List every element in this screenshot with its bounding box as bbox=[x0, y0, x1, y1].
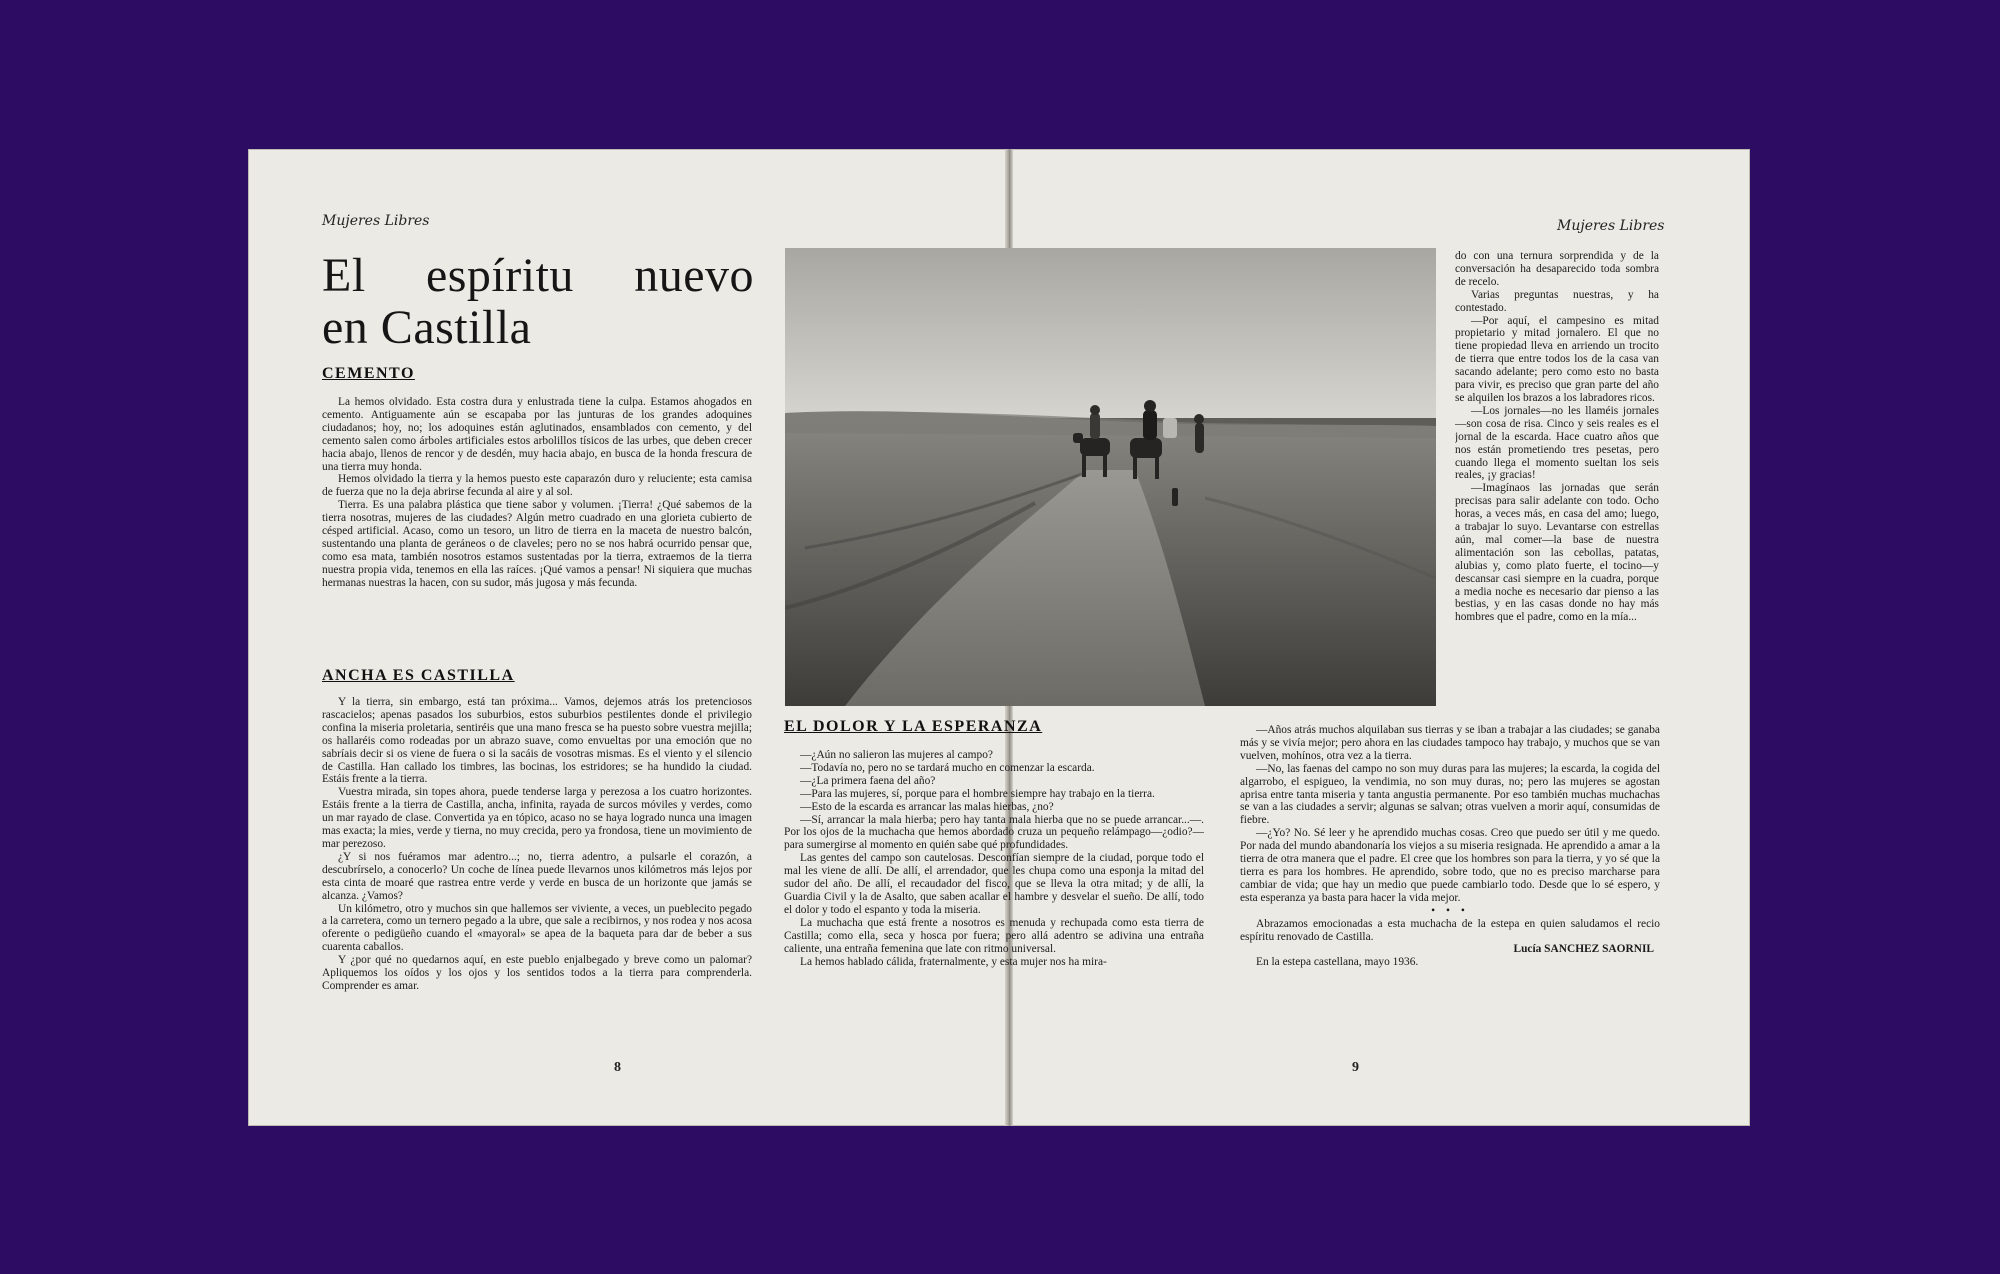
paragraph: Vuestra mirada, sin topes ahora, puede tenderse larga y perezosa a los cuatro horizontes. Estáis frente a la tierra de Castilla, ancha, infinita, rayada de surcos móviles y verdes, como un mar rayado de clase. Convertida ya en tópico, acaso no se haya logrado nunca una imagen mas exacta; la mies, verde y tierna, no muy crecida, pero ya frondosa, tiene un movimiento de mar perezoso. bbox=[322, 786, 752, 850]
paragraph: Abrazamos emocionadas a esta muchacha de la estepa en quien saludamos el recio espíritu renovado de Castilla. bbox=[1240, 917, 1660, 943]
photo-castilla-landscape bbox=[785, 248, 1436, 706]
paragraph: Y ¿por qué no quedarnos aquí, en este pueblo enjalbegado y breve como un palomar? Apliquemos los oídos y los ojos y los sentidos todos a la tierra para comprenderla. Comprender es amar. bbox=[322, 954, 752, 992]
sack-load bbox=[1163, 418, 1177, 438]
page-number-left: 8 bbox=[614, 1060, 621, 1075]
donkey-leg bbox=[1082, 455, 1086, 477]
article-title bbox=[322, 250, 754, 354]
rider bbox=[1090, 413, 1100, 439]
column-el-dolor bbox=[784, 749, 1204, 1049]
paragraph: ¿Y si nos fuéramos mar adentro...; no, tierra adentro, a pulsarle el corazón, a descubrírselo, a conocerlo? Un coche de línea puede llevarnos unos kilómetros más lejos por esta cinta de moaré que rastrea entre verde y verde en busca de un horizonte que jamás se alcanza. ¿Vamos? bbox=[322, 850, 752, 902]
paragraph: —Todavía no, pero no se tardará mucho en comenzar la escarda. bbox=[800, 761, 1095, 774]
paragraph: Las gentes del campo son cautelosas. Desconfían siempre de la ciudad, porque todo el mal les viene de allí. De allí, el arrendador, que les chupa como una esponja la mitad del sudor del año. De allí, el recaudador del fisco, que se lleva la otra mitad; y de allí, la Guardia Civil y la de Asalto, que saben acallar el hambre y desvelar el sueño. De allí, todo el dolor y todo el espanto y toda la miseria. bbox=[784, 852, 1204, 916]
paragraph: —Los jornales—no les llaméis jornales—son cosa de risa. Cinco y seis reales es el jornal de la escarda. Hace cuatro años que nos están prometiendo tres pesetas, pero cuando llega el momento sueltan los seis reales, ¡y gracias! bbox=[1455, 404, 1659, 482]
paragraph: Tierra. Es una palabra plástica que tiene sabor y volumen. ¡Tierra! ¿Qué sabemos de la tierra nosotras, mujeres de las ciudades? Algún metro cuadrado en una glorieta cubierto de césped artificial. Acaso, como un tesoro, un litro de tierra en la maceta de nuestro balcón, sustentando una planta de geráneos o de claveles; pero no se nos habrá ocurrido pensar que, como esa mata, también nosotros estamos sustentadas por la tierra, extraemos de la tierra nuestra propia vida, tenemos en ella las raíces. ¡Qué vamos a pensar! Ni siquiera que muchas hermanas nuestras la hacen, con su sudor, más jugosa y más fecunda. bbox=[322, 499, 752, 589]
paragraph: —¿Aún no salieron las mujeres al campo? bbox=[800, 749, 993, 761]
donkey-leg bbox=[1103, 455, 1107, 477]
paragraph: La muchacha que está frente a nosotros es menuda y rechupada como esta tierra de Castilla; como ella, seca y hosca por fuera; pero allá adentro se adivina una entraña caliente, una entraña femenina que late con ritmo universal. bbox=[784, 916, 1204, 955]
paragraph: do con una ternura sorprendida y de la conversación ha desaparecido toda sombra de recelo. bbox=[1455, 250, 1659, 288]
paragraph: —¿La primera faena del año? bbox=[800, 774, 936, 787]
title-line-1: El espíritu nuevo bbox=[322, 249, 754, 302]
paragraph: —Sí, arrancar la mala hierba; pero hay tanta mala hierba que no se puede arrancar...—. Por los ojos de la muchacha que hemos abordado cruza un pequeño relámpago—¿odio?—para sumergirse al momento en quién sabe qué profundidades. bbox=[784, 813, 1204, 852]
donkey bbox=[1080, 438, 1110, 456]
page-number-right: 9 bbox=[1352, 1060, 1359, 1075]
rider-head bbox=[1144, 400, 1156, 412]
section-heading-ancha-es-castilla: ANCHA ES CASTILLA bbox=[322, 667, 515, 684]
paragraph: Varias preguntas nuestras, y ha contestado. bbox=[1455, 288, 1659, 314]
paragraph: —Esto de la escarda es arrancar las malas hierbas, ¿no? bbox=[800, 800, 1054, 813]
paragraph: La hemos olvidado. Esta costra dura y enlustrada tiene la culpa. Estamos ahogados en cemento. Antiguamente aún se escapaba por las junturas de los grandes adoquines ciudadanos; hoy, no; los adoquines están aglutinados, ensamblados con cemento, y del cemento salen como árboles artificiales estos arbolillos tísicos de las urbes, que deben crecer hacia abajo, llenos de rencor y de desdén, muy hacia abajo, en busca de la honda frescura de una tierra muy honda. bbox=[322, 396, 752, 473]
paragraph: Un kilómetro, otro y muchos sin que hallemos ser viviente, a veces, un pueblecito pegado a la carretera, como un ternero pegado a la ubre, que sale a recibirnos, y nos rodea y nos acosa oferente o pedigüeño cuando el «mayoral» se apea de la baqueta para dar de beber a sus cuarenta caballos. bbox=[322, 902, 752, 954]
donkey-leg bbox=[1155, 457, 1159, 479]
section-heading-el-dolor-y-la-esperanza: EL DOLOR Y LA ESPERANZA bbox=[784, 718, 1043, 735]
paragraph: —Por aquí, el campesino es mitad propietario y mitad jornalero. El que no tiene propiedad lleva en arriendo un trocito de tierra que entre todos los de la casa van sacando adelante; pero como esto no basta para vivir, es preciso que gran parte del año se alquilen los brazos a los labradores ricos. bbox=[1455, 314, 1659, 404]
photo-illustration bbox=[785, 248, 1436, 706]
paragraph: —No, las faenas del campo no son muy duras para las mujeres; la escarda, la cogida del algarrobo, el espigueo, la vendimia, no son muy duras, no; pero las mujeres se agostan aprisa entre tanta miseria y tanta angustia permanente. Por eso también muchas muchachas se van a las ciudades a servir; algunas se salvan; otras vuelven a morir aquí, consumidas de fiebre. bbox=[1240, 762, 1660, 827]
author-signature: Lucía SANCHEZ SAORNIL bbox=[1513, 943, 1654, 956]
section-break-stars: • • • bbox=[1431, 904, 1469, 917]
column-right-wide bbox=[1240, 724, 1660, 1050]
walking-woman-head bbox=[1194, 414, 1204, 424]
donkey bbox=[1130, 438, 1162, 458]
sky bbox=[785, 248, 1436, 418]
section-heading-cemento: CEMENTO bbox=[322, 365, 415, 382]
rider-head bbox=[1090, 405, 1100, 415]
paragraph: —Para las mujeres, sí, porque para el hombre siempre hay trabajo en la tierra. bbox=[800, 787, 1155, 800]
paragraph: —¿Yo? No. Sé leer y he aprendido muchas cosas. Creo que puedo ser útil y me quedo. Por nada del mundo abandonaría los viejos a su miseria resignada. He aprendido a amar a la tierra de otra manera que el padre. El cree que los hombres son para la tierra, y yo sé que la tierra es para los hombres. He aprendido, sobre todo, que no es preciso marcharse para cambiar de vida; que hay un medio que puede cambiarlo todo. Desde que lo sé espero, y esta esperanza ya basta para hacer la vida mejor. bbox=[1240, 827, 1660, 904]
running-header-right: Mujeres Libres bbox=[1557, 218, 1665, 234]
walking-woman bbox=[1195, 423, 1204, 453]
paragraph: Hemos olvidado la tierra y la hemos puesto este caparazón duro y reluciente; esta camisa de fuerza que no la deja abrirse fecunda al aire y al sol. bbox=[322, 473, 752, 499]
donkey-leg bbox=[1133, 457, 1137, 479]
paragraph: Y la tierra, sin embargo, está tan próxima... Vamos, dejemos atrás los pretenciosos rascacielos; apenas pasados los suburbios, estos suburbios pestilentes donde el privilegio confina la miseria proletaria, sentiréis que una mano fresca se ha puesto sobre vuestra mejilla; os hallaréis como rodeadas por un abrazo suave, como envueltas por una emoción que no sabríais decir si os viene de fuera o si la sacáis de vosotras mismas. Es el viento y el silencio de Castilla. Han callado los timbres, las bocinas, los estridores; se ha hundido la ciudad. Estáis frente a la tierra. bbox=[322, 696, 752, 786]
column-ancha-es-castilla bbox=[322, 696, 752, 1046]
running-header-left: Mujeres Libres bbox=[322, 213, 430, 229]
dog bbox=[1172, 488, 1178, 506]
place-and-date: En la estepa castellana, mayo 1936. bbox=[1256, 956, 1419, 969]
title-line-2: en Castilla bbox=[322, 301, 532, 354]
donkey-head bbox=[1073, 433, 1083, 443]
column-cemento bbox=[322, 396, 752, 652]
column-right-narrow bbox=[1455, 250, 1659, 722]
paragraph: —Imagínaos las jornadas que serán precisas para salir adelante con todo. Ocho horas, a veces más, en casa del amo; luego, a trabajar lo suyo. Levantarse con estrellas aún, mal comer—la base de nuestra alimentación son las cebollas, patatas, alubias y, como plato fuerte, el tocino—y descansar casi siempre en la cuadra, porque a media noche es necesario dar pienso a las bestias, y en las casas donde no hay más hombres que el padre, como en la mía... bbox=[1455, 482, 1659, 624]
paragraph: La hemos hablado cálida, fraternalmente, y esta mujer nos ha mira- bbox=[800, 955, 1107, 968]
paragraph: —Años atrás muchos alquilaban sus tierras y se iban a trabajar a las ciudades; se ganaba más y se vivía mejor; pero ahora en las ciudades tampoco hay trabajo, y muchos que se van vuelven, mohínos, otra vez a la tierra. bbox=[1240, 724, 1660, 762]
rider bbox=[1143, 410, 1157, 440]
